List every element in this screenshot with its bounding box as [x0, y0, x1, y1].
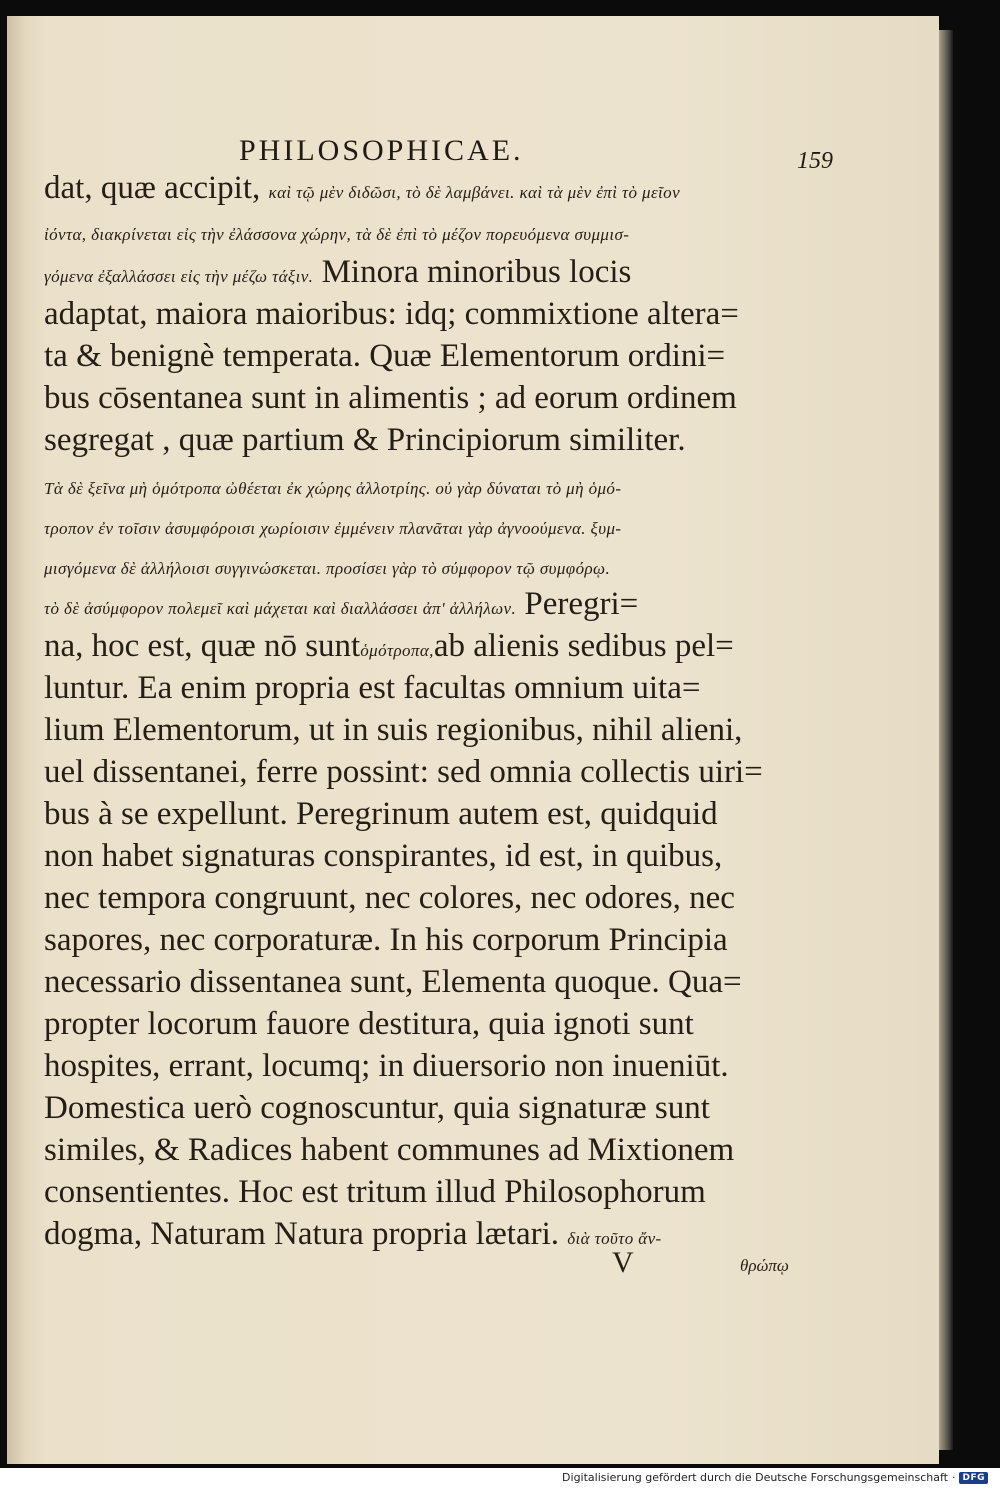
- text-line-14: lium Elementorum, ut in suis regionibus, nihil alieni,: [44, 712, 743, 748]
- dfg-logo-icon: DFG: [959, 1472, 988, 1484]
- text-line-3: [44, 252, 824, 297]
- greek-text: τὸ δὲ ἀσύμφορον πολεμεῖ καὶ μάχεται καὶ διαλλάσσει ἀπ' ἀλλήλων.: [44, 599, 517, 618]
- greek-text: Τὰ δὲ ξεῖνα μὴ ὁμότροπα ὠθέεται ἐκ χώρης ἀλλοτρίης. οὐ γὰρ δύναται τὸ μὴ ὁμό-: [44, 479, 622, 498]
- running-head: PHILOSOPHICAE.: [239, 134, 524, 167]
- text-line-10: [44, 544, 824, 589]
- text-line-7: segregat , quæ partium & Principiorum similiter.: [44, 422, 686, 458]
- text-line-9: [44, 504, 824, 549]
- latin-text: na, hoc est, quæ nō sunt: [44, 628, 361, 664]
- text-line-5: ta & benignè temperata. Quæ Elementorum ordini=: [44, 338, 726, 374]
- latin-text: Peregri=: [524, 586, 639, 622]
- text-line-17: non habet signaturas conspirantes, id est, in quibus,: [44, 838, 723, 874]
- greek-text: ὁμότροπα,: [360, 641, 434, 660]
- text-line-15: uel dissentanei, ferre possint: sed omnia collectis uiri=: [44, 754, 763, 790]
- text-line-18: nec tempora congruunt, nec colores, nec odores, nec: [44, 880, 735, 916]
- latin-text-continued: ab alienis sedibus pel=: [433, 628, 734, 664]
- latin-text: Minora minoribus locis: [321, 254, 632, 290]
- text-line-19: sapores, nec corporaturæ. In his corporum Principia: [44, 922, 728, 958]
- credit-text: Digitalisierung gefördert durch die Deutsche Forschungsgemeinschaft: [562, 1471, 948, 1484]
- text-line-22: hospites, errant, locumq; in diuersorio non inueniūt.: [44, 1048, 729, 1084]
- latin-text: dat, quæ accipit,: [44, 170, 261, 206]
- text-line-1: [44, 168, 824, 213]
- page-edge-shadow: [939, 30, 953, 1450]
- greek-text: ἰόντα, διακρίνεται εἰς τὴν ἐλάσσονα χώρην, τὰ δὲ ἐπὶ τὸ μέζον πορευόμενα συμμισ-: [44, 225, 630, 244]
- text-line-16: bus à se expellunt. Peregrinum autem est, quidquid: [44, 796, 718, 832]
- text-line-23: Domestica uerò cognoscuntur, quia signaturæ sunt: [44, 1090, 710, 1126]
- greek-text: καὶ τῷ μὲν διδῶσι, τὸ δὲ λαμβάνει. καὶ τὰ μὲν ἐπὶ τὸ μεῖον: [268, 183, 681, 202]
- text-line-11: [44, 584, 824, 629]
- catchword: θρώπῳ: [740, 1256, 789, 1275]
- text-line-20: necessario dissentanea sunt, Elementa quoque. Qua=: [44, 964, 742, 1000]
- page-number: 159: [797, 148, 833, 174]
- text-line-26: [44, 1214, 824, 1259]
- greek-text: μισγόμενα δὲ ἀλλήλοισι συγγινώσκεται. προσίσει γὰρ τὸ σύμφορον τῷ συμφόρῳ.: [44, 559, 611, 578]
- greek-text: γόμενα ἐξαλλάσσει εἰς τὴν μέζω τάξιν.: [44, 267, 314, 286]
- book-page: [7, 16, 939, 1464]
- text-line-24: similes, & Radices habent communes ad Mixtionem: [44, 1132, 735, 1168]
- text-line-21: propter locorum fauore destitura, quia ignoti sunt: [44, 1006, 694, 1042]
- text-line-25: consentientes. Hoc est tritum illud Philosophorum: [44, 1174, 706, 1210]
- signature-mark: V: [612, 1246, 634, 1279]
- greek-text: διὰ τοῦτο ἄν-: [567, 1229, 662, 1248]
- text-line-2: [44, 210, 824, 255]
- text-line-13: luntur. Ea enim propria est facultas omnium uita=: [44, 670, 701, 706]
- text-line-8: [44, 464, 824, 509]
- text-line-12: [44, 626, 824, 671]
- digitization-credit: [562, 1471, 988, 1484]
- text-line-6: bus cōsentanea sunt in alimentis ; ad eorum ordinem: [44, 380, 737, 416]
- text-line-4: adaptat, maiora maioribus: idq; commixtione altera=: [44, 296, 739, 332]
- greek-text: τροπον ἐν τοῖσιν ἀσυμφόροισι χωρίοισιν ἐμμένειν πλανᾶται γὰρ ἀγνοούμενα. ξυμ-: [44, 519, 622, 538]
- separator-dot: ·: [951, 1471, 956, 1484]
- latin-text: dogma, Naturam Natura propria lætari.: [44, 1216, 559, 1252]
